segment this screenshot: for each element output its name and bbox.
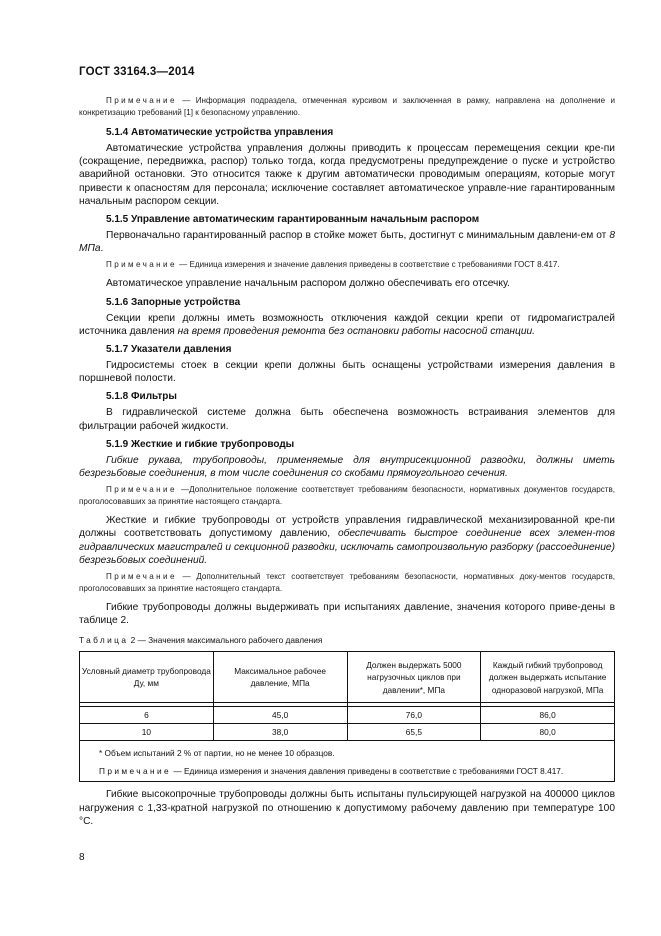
section-5-1-8-title: 5.1.8 Фильтры	[106, 391, 177, 403]
table-cell: 45,0	[213, 707, 347, 724]
text-part: Секции крепи должны иметь возможность отключения каждой секции крепи от гидромагистралей источника давления	[79, 312, 615, 337]
note-label: Примечание	[106, 572, 177, 582]
text-part: .	[100, 243, 104, 255]
section-5-1-4-text: Автоматические устройства управления должны приводить к процессам перемещения секции кре-пи (сокращение, передвижка, распор) только тогда, когда предусмотрены предупреждение о пуске и устройство аварийной остановки. Это относится также к другим автоматически проводимым операциям, которые могут привести к опасностям для персонала; исключение составляет автоматическое управле-ние гарантированным начальным распором секции.	[79, 143, 615, 207]
column-header: Каждый гибкий трубопровод должен выдержать испытание одноразовой нагрузкой, МПа	[481, 652, 615, 703]
section-5-1-9-title: 5.1.9 Жесткие и гибкие трубопроводы	[106, 438, 295, 450]
text-part: Жесткие и гибкие трубопроводы от устройств управления гидравлической механизированной кре-пи должны соответствовать допустимому давлению,	[79, 515, 615, 540]
text-italic: обеспечивать быстрое соединение всех элемен-тов гидравлических магистралей и секционной разводки, исключать самопроизвольную разборку (рассоединение) безрезьбовых соединений.	[79, 528, 615, 566]
note-5-1-9-a	[79, 484, 615, 508]
text-italic: Гибкие рукава, трубопроводы, применяемые для внутрисекционной разводки, должны иметь безрезьбовые соединения, в том числе соединения со скобами прямоугольного сечения.	[79, 454, 615, 480]
doc-header-code: ГОСТ 33164.3—2014	[79, 66, 195, 78]
table-row	[80, 707, 615, 724]
section-5-1-7-text: Гидросистемы стоек в секции крепи должны быть оснащены устройствами измерения давления в поршневой полости.	[79, 360, 615, 385]
section-5-1-6-title: 5.1.6 Запорные устройства	[106, 296, 241, 308]
section-5-1-8-text: В гидравлической системе должна быть обеспечена возможность встраивания элементов для фильтрации рабочей жидкости.	[79, 407, 615, 432]
table-footer-cell	[80, 741, 615, 782]
text-part: Первоначально гарантированный распор в стойке может быть, достигнут с минимальным давлени-ем от	[106, 230, 610, 242]
note-5-1-9-b	[79, 571, 615, 595]
table-cell: 38,0	[213, 724, 347, 741]
table-cell: 76,0	[347, 707, 481, 724]
section-5-1-5-title: 5.1.5 Управление автоматическим гарантированным начальным распором	[106, 214, 480, 226]
note-text: — Единица измерения и значение давления приведены в соответствие с требованиями ГОСТ 8.417.	[176, 260, 560, 270]
section-5-1-9-text2	[79, 514, 615, 567]
note-label: Примечание	[106, 96, 177, 105]
note-text: — Единица измерения и значения давления приведены в соответствие с требованиями ГОСТ 8.417.	[171, 766, 564, 777]
section-5-1-7-title: 5.1.7 Указатели давления	[106, 344, 232, 356]
column-header: Максимальное рабочее давление, МПа	[213, 652, 347, 703]
table-caption	[79, 635, 615, 645]
note-label: Примечание	[99, 766, 172, 777]
table-cell: 80,0	[481, 724, 615, 741]
page-body	[79, 95, 615, 832]
table-note	[83, 765, 611, 777]
table-header-row	[80, 652, 615, 703]
table-caption-label: Таблица	[79, 635, 129, 646]
section-5-1-5-text2: Автоматическое управление начальным распором должно обеспечивать его отсечку.	[106, 278, 510, 290]
table-caption-text: 2 — Значения максимального рабочего давления	[128, 635, 323, 646]
table-row	[80, 724, 615, 741]
section-5-1-4-title: 5.1.4 Автоматические устройства управления	[106, 127, 334, 138]
column-header: Условный диаметр трубопровода Ду, мм	[80, 652, 214, 703]
table-cell: 86,0	[481, 707, 615, 724]
table-footer-row	[80, 741, 615, 782]
column-header: Должен выдержать 5000 нагрузочных циклов при давлении*, МПа	[347, 652, 481, 703]
table-cell: 10	[80, 724, 214, 741]
section-5-1-9-text3: Гибкие трубопроводы должны выдерживать при испытаниях давление, значения которого приве-дены в таблице 2.	[79, 602, 615, 627]
note-5-1-5	[79, 259, 615, 271]
pressure-table	[79, 651, 615, 782]
table-footnote: * Объем испытаний 2 % от партии, но не менее 10 образцов.	[99, 748, 335, 759]
text-italic: на время проведения ремонта без остановки работы насосной станции.	[177, 325, 536, 337]
note-text: — Информация подраздела, отмеченная курсивом и заключенная в рамку, направлена на дополнение и конкретизацию требований [1] к безопасному управлению.	[79, 96, 615, 117]
note-label: Примечание	[106, 485, 177, 495]
note-top	[79, 95, 615, 119]
section-5-1-5-text	[79, 229, 615, 255]
table-cell: 6	[80, 707, 214, 724]
note-label: Примечание	[106, 260, 177, 270]
final-paragraph: Гибкие высокопрочные трубопроводы должны быть испытаны пульсирующей нагрузкой на 400000 циклов нагружения с 1,33-кратной нагрузкой по отношению к допустимому рабочему давлению при температуре 100 °С.	[79, 789, 615, 827]
note-text: — Дополнительный текст соответствует требованиям безопасности, нормативных доку-ментов государств, проголосовавших за принятие настоящего стандарта.	[79, 572, 615, 594]
note-text: —Дополнительное положение соответствует требованиям безопасности, нормативных документов государств, проголосовавших за принятие настоящего стандарта.	[79, 485, 615, 507]
page-number: 8	[79, 852, 85, 863]
text-italic: 8 МПа	[79, 230, 615, 255]
table-cell: 65,5	[347, 724, 481, 741]
section-5-1-9-text1	[79, 454, 615, 480]
section-5-1-6-text	[79, 312, 615, 338]
